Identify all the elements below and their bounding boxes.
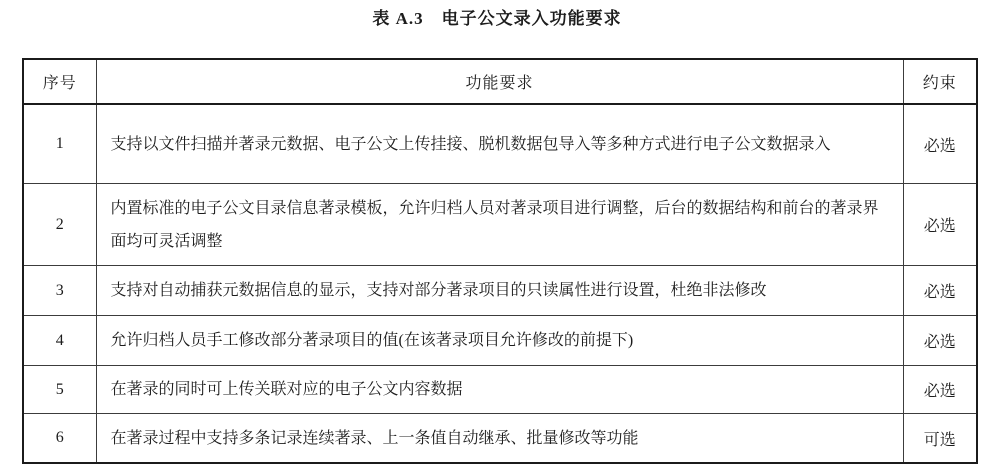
constraint-value: 必选	[903, 366, 977, 414]
constraint-value: 必选	[903, 184, 977, 266]
table-row	[23, 414, 977, 464]
requirement-text: 在著录的同时可上传关联对应的电子公文内容数据	[96, 366, 903, 414]
header-cell-constraint: 约束	[903, 59, 977, 104]
row-number: 6	[23, 414, 96, 464]
header-cell-requirement: 功能要求	[96, 59, 903, 104]
row-number: 4	[23, 316, 96, 366]
table-row	[23, 366, 977, 414]
requirement-text: 支持以文件扫描并著录元数据、电子公文上传挂接、脱机数据包导入等多种方式进行电子公文数据录入	[96, 104, 903, 184]
table-caption: 表 A.3 电子公文录入功能要求	[372, 9, 622, 28]
requirement-text: 允许归档人员手工修改部分著录项目的值(在该著录项目允许修改的前提下)	[96, 316, 903, 366]
constraint-value: 可选	[903, 414, 977, 464]
table-row	[23, 184, 977, 266]
header-cell-no: 序号	[23, 59, 96, 104]
row-number: 5	[23, 366, 96, 414]
requirement-text: 在著录过程中支持多条记录连续著录、上一条值自动继承、批量修改等功能	[96, 414, 903, 464]
table-row	[23, 266, 977, 316]
constraint-value: 必选	[903, 104, 977, 184]
requirements-table	[22, 58, 978, 464]
table-row	[23, 316, 977, 366]
row-number: 3	[23, 266, 96, 316]
requirement-text: 内置标准的电子公文目录信息著录模板，允许归档人员对著录项目进行调整，后台的数据结构和前台的著录界面均可灵活调整	[96, 184, 903, 266]
constraint-value: 必选	[903, 316, 977, 366]
table-row	[23, 104, 977, 184]
table-header-row	[23, 59, 977, 104]
requirement-text: 支持对自动捕获元数据信息的显示，支持对部分著录项目的只读属性进行设置，杜绝非法修改	[96, 266, 903, 316]
row-number: 1	[23, 104, 96, 184]
constraint-value: 必选	[903, 266, 977, 316]
row-number: 2	[23, 184, 96, 266]
